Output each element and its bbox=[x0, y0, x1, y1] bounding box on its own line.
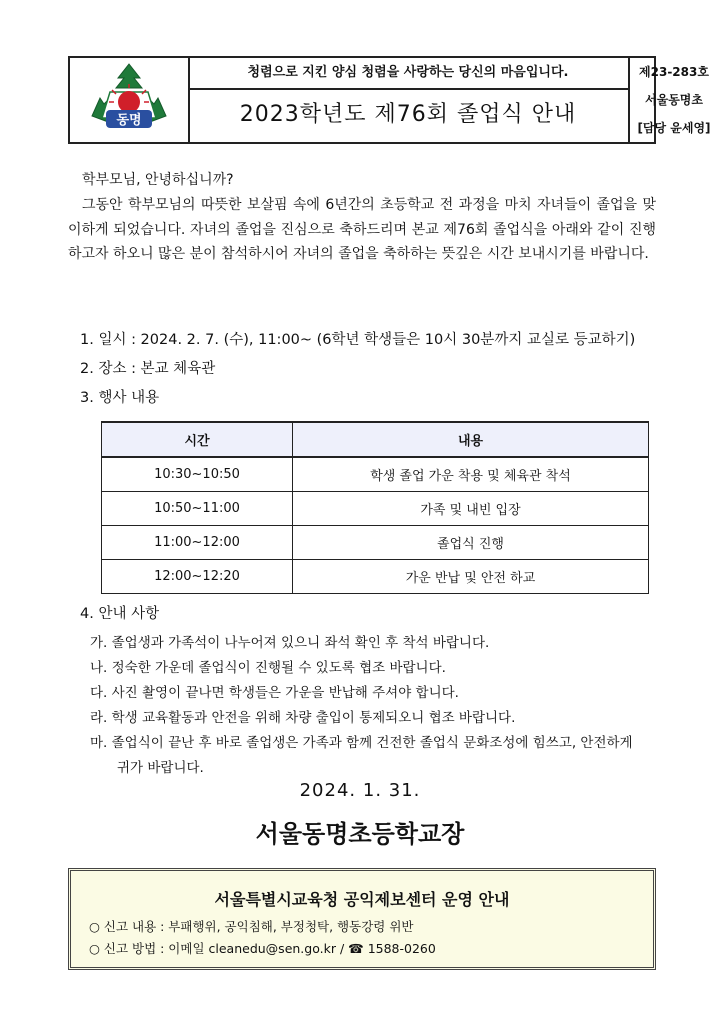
whistleblower-notice-box bbox=[68, 868, 656, 970]
document-title: 2023학년도 제76회 졸업식 안내 bbox=[239, 102, 577, 127]
notice-line: 가. 졸업생과 가족석이 나누어져 있으니 좌석 확인 후 착석 바랍니다. bbox=[90, 635, 490, 651]
slogan-cell bbox=[188, 58, 628, 90]
greeting: 학부모님, 안녕하십니까? bbox=[82, 172, 234, 188]
doc-number: 제23-283호 bbox=[639, 65, 709, 79]
schedule-table bbox=[101, 421, 649, 594]
footer-title: 서울특별시교육청 공익제보센터 운영 안내 bbox=[214, 890, 510, 909]
footer-report-method: ○ 신고 방법 : 이메일 cleanedu@sen.go.kr / ☎ 1588-0260 bbox=[89, 941, 436, 956]
notice-line: 마. 졸업식이 끝난 후 바로 졸업생은 가족과 함께 건전한 졸업식 문화조성에 힘쓰고, 안전하게 bbox=[90, 735, 633, 751]
table-row bbox=[102, 457, 649, 492]
principal-signature: 서울동명초등학교장 bbox=[255, 820, 465, 848]
item-notice: 4. 안내 사항 bbox=[80, 606, 160, 622]
table-header-content: 내용 bbox=[293, 422, 649, 457]
school-short-name: 서울동명초 bbox=[645, 93, 703, 107]
notice-line: 나. 정숙한 가운데 졸업식이 진행될 수 있도록 협조 바랍니다. bbox=[90, 660, 446, 676]
table-header-row bbox=[102, 422, 649, 457]
table-cell-content: 가족 및 내빈 입장 bbox=[293, 492, 649, 526]
notice-line: 다. 사진 촬영이 끝나면 학생들은 가운을 반납해 주셔야 합니다. bbox=[90, 685, 459, 701]
table-cell-content: 학생 졸업 가운 착용 및 체육관 착석 bbox=[293, 457, 649, 492]
table-header-time: 시간 bbox=[102, 422, 293, 457]
contact-person: [담당 윤세영] bbox=[637, 121, 711, 135]
table-cell-time: 10:30~10:50 bbox=[102, 457, 293, 492]
intro-paragraph: 그동안 학부모님의 따뜻한 보살핌 속에 6년간의 초등학교 전 과정을 마치 자녀들이 졸업을 맞이하게 되었습니다. 자녀의 졸업을 진심으로 축하드리며 본교 제76회 졸업식을 아래와 같이 진행하고자 하오니 많은 분이 참석하시어 자녀의 졸업을 축하하는 뜻깊은 시간 보내시기를 바랍니다. bbox=[68, 197, 656, 262]
table-cell-content: 졸업식 진행 bbox=[293, 526, 649, 560]
table-row bbox=[102, 560, 649, 594]
notice-line-continued: 귀가 바랍니다. bbox=[117, 760, 204, 776]
table-row bbox=[102, 526, 649, 560]
table-row bbox=[102, 492, 649, 526]
table-cell-content: 가운 반납 및 안전 하교 bbox=[293, 560, 649, 594]
logo-text: 동명 bbox=[116, 113, 142, 128]
item-date: 1. 일시 : 2024. 2. 7. (수), 11:00~ (6학년 학생들은 10시 30분까지 교실로 등교하기) bbox=[80, 332, 636, 348]
doc-info-cell bbox=[628, 58, 718, 142]
school-logo bbox=[70, 58, 188, 142]
header-box bbox=[68, 56, 711, 144]
footer-report-content: ○ 신고 내용 : 부패행위, 공익침해, 부정청탁, 행동강령 위반 bbox=[89, 919, 414, 934]
issue-date: 2024. 1. 31. bbox=[299, 780, 421, 801]
logo-cell bbox=[70, 58, 190, 142]
item-place: 2. 장소 : 본교 체육관 bbox=[80, 361, 216, 377]
table-cell-time: 10:50~11:00 bbox=[102, 492, 293, 526]
notice-line: 라. 학생 교육활동과 안전을 위해 차량 출입이 통제되오니 협조 바랍니다. bbox=[90, 710, 516, 726]
item-program: 3. 행사 내용 bbox=[80, 390, 160, 406]
title-cell bbox=[188, 88, 628, 142]
slogan: 청렴으로 지킨 양심 청렴을 사랑하는 당신의 마음입니다. bbox=[247, 65, 569, 80]
table-cell-time: 12:00~12:20 bbox=[102, 560, 293, 594]
table-cell-time: 11:00~12:00 bbox=[102, 526, 293, 560]
